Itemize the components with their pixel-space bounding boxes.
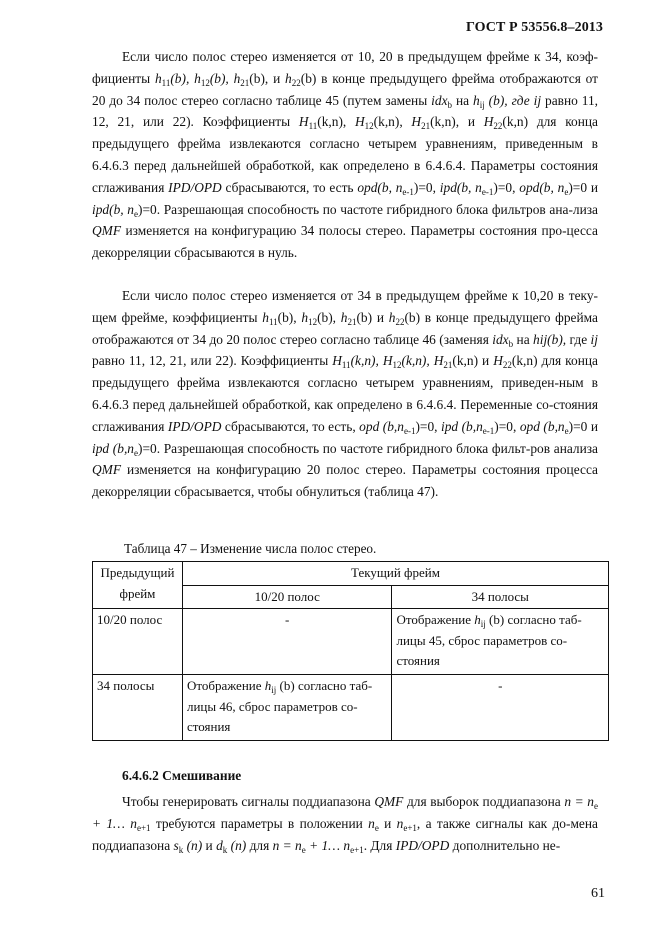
row-label: 34 полосы xyxy=(93,675,183,741)
subscript: b xyxy=(447,99,453,110)
text-run: на xyxy=(513,331,534,347)
text-run: (b), где xyxy=(484,92,534,108)
subscript: e xyxy=(134,447,138,458)
text-run: требуются параметры в положении xyxy=(150,815,369,831)
text-run: )=0, xyxy=(415,418,441,434)
symbol-ipd-opd: IPD/OPD xyxy=(168,179,222,195)
text-run: )=0, xyxy=(493,179,520,195)
table-cell: - xyxy=(182,609,392,675)
symbol-n: n = n xyxy=(272,837,302,853)
symbol-idx: idx xyxy=(431,92,448,108)
symbol-h: h xyxy=(233,70,241,86)
symbol-idx: idx xyxy=(492,331,509,347)
symbol-opd: opd (b,n xyxy=(519,418,565,434)
symbol-n: n = n xyxy=(564,794,594,809)
symbol-ipd: ipd (b,n xyxy=(441,418,483,434)
text-run: Если число полос стерео изменяется от 34 в предыдущем фрейме к 10,20 в теку-щем фрейме, коэффициенты xyxy=(92,288,598,325)
text-run: (b), xyxy=(317,309,341,325)
header-34-bands: 34 полосы xyxy=(392,585,609,609)
text-run: Чтобы генерировать сигналы поддиапазона xyxy=(122,794,375,809)
table-row xyxy=(93,675,609,741)
table-caption: Таблица 47 – Изменение числа полос стерео. xyxy=(124,541,377,556)
page-header: ГОСТ Р 53556.8–2013 xyxy=(465,20,603,35)
text-run: и xyxy=(378,815,397,831)
paragraph-2-text xyxy=(92,285,598,503)
subscript: e xyxy=(301,844,306,855)
symbol-h: h xyxy=(301,309,309,325)
text-run: (b) и xyxy=(356,309,389,325)
subscript: e+1 xyxy=(350,844,364,855)
symbol-H: H xyxy=(433,353,444,369)
symbol-h: h xyxy=(474,612,481,627)
text-run: , а также сигналы как до-мена поддиапазона xyxy=(92,815,598,853)
symbol-ipd: ipd (b,n xyxy=(92,440,134,456)
text-run: изменяется на конфигурацию 34 полосы стерео. Параметры состояния про-цесса декорреляции сбрасываются в нуль. xyxy=(92,223,598,261)
subscript: 12 xyxy=(364,121,374,132)
text-run: (k,n) и xyxy=(452,353,494,369)
symbol-n: (n) xyxy=(227,837,247,853)
paragraph-2 xyxy=(92,285,598,503)
text-run: Если число полос стерео изменяется от 10, 20 в предыдущем фрейме к 34, коэф-фициенты xyxy=(92,49,598,86)
symbol-h: h xyxy=(262,309,269,325)
symbol-opd: opd(b, n xyxy=(519,179,565,195)
text-run: )=0. Разрешающая способность по частоте гибридного блока фильтров ана-лиза xyxy=(137,201,598,217)
text-run: )=0, xyxy=(494,418,520,434)
subscript: e xyxy=(133,208,138,219)
text-run: изменяется на конфигурацию 20 полос стерео. Параметры состояния процесса декорреляции сбрасывается, чтобы обнулиться (таблица 47). xyxy=(92,462,598,500)
symbol-d: d xyxy=(216,837,223,853)
symbol-n: (n) xyxy=(183,837,203,853)
symbol-qmf: QMF xyxy=(374,794,404,809)
symbol-n: + 1… n xyxy=(305,837,351,853)
text-run: (b) согласно таб-лицы 45, сброс параметров со-стояния xyxy=(396,612,582,668)
text-run: (b), и xyxy=(249,70,286,86)
symbol-H: H xyxy=(382,353,393,369)
subscript: 12 xyxy=(392,360,402,371)
symbol-H: H xyxy=(493,353,503,369)
text-run: сбрасываются, то есть xyxy=(221,179,358,195)
symbol-H: H xyxy=(355,114,365,130)
text-run: (k,n), xyxy=(373,114,412,130)
page-number: 61 xyxy=(591,886,605,901)
subscript: 11 xyxy=(268,316,278,327)
subscript: 11 xyxy=(161,77,171,88)
text-run: )=0 и xyxy=(568,418,598,434)
symbol-hij: hij(b), xyxy=(533,331,567,347)
symbol-qmf: QMF xyxy=(92,223,122,239)
section-heading: 6.4.6.2 Смешивание xyxy=(122,768,242,783)
subscript: 22 xyxy=(493,121,503,132)
subscript: ij xyxy=(480,619,486,629)
text-run: )=0. Разрешающая способность по частоте гибридного блока фильт-ров анализа xyxy=(138,440,598,456)
symbol-H: H xyxy=(332,353,342,369)
row-label: 10/20 полос xyxy=(93,609,183,675)
header-prev-frame: Предыдущий фрейм xyxy=(93,562,183,609)
symbol-ipd: ipd(b, n xyxy=(439,179,482,195)
symbol-ipd-opd: IPD/OPD xyxy=(167,418,222,434)
subscript: e xyxy=(594,801,598,811)
text-run: (k,n) для конца предыдущего фрейма извлекаются согласно четырем уравнениям, приведенным в 6.4.6.3 перед дальнейшей обработкой, как определено в 6.4.6.4. Параметры состояния сглаживания xyxy=(92,114,599,195)
symbol-opd: opd(b, n xyxy=(357,179,403,195)
symbol-s: s xyxy=(173,837,179,853)
text-run: )=0, xyxy=(413,179,440,195)
subscript: 21 xyxy=(421,121,431,132)
symbol-h: h xyxy=(473,92,480,108)
stereo-bands-table xyxy=(92,561,609,741)
symbol-ij: ij xyxy=(590,331,598,347)
subscript: e xyxy=(564,186,569,197)
text-run: и xyxy=(202,837,217,853)
subscript: 21 xyxy=(347,316,357,327)
subscript: 21 xyxy=(443,360,453,371)
symbol-ij: ij xyxy=(533,92,542,108)
subscript: 21 xyxy=(240,77,250,88)
text-run: (k,n), xyxy=(350,353,383,369)
symbol-n: + 1… n xyxy=(92,815,137,831)
subscript: 22 xyxy=(502,360,512,371)
subscript: b xyxy=(508,338,514,349)
subscript: k xyxy=(222,844,228,855)
text-run: (b), xyxy=(209,70,234,86)
text-run: (k,n) для конца предыдущего фрейма извлекаются согласно четырем уравнениям, приведен-ным в 6.4.6.3 перед дальнейшей обработкой, как определено в 6.4.6.4. Переменные со-стояния сглаживания xyxy=(92,353,598,434)
paragraph-3 xyxy=(92,791,598,856)
subscript: e+1 xyxy=(136,822,151,833)
text-run: равно 11, 12, 21, или 22). Коэффициенты xyxy=(92,92,599,130)
paragraph-1 xyxy=(92,46,598,264)
text-run: (b), xyxy=(277,309,302,325)
paragraph-3-text xyxy=(92,791,598,856)
table-cell: - xyxy=(392,675,609,741)
text-run: (b) согласно таб-лицы 46, сброс параметров со-стояния xyxy=(186,678,373,734)
text-run: )=0 и xyxy=(568,179,598,195)
symbol-ipd: ipd(b, n xyxy=(92,201,134,217)
subscript: 11 xyxy=(308,121,318,132)
paragraph-1-text xyxy=(92,46,598,264)
text-run: (b) в конце предыдущего фрейма отображаются от 34 до 20 полос стерео согласно таблице 46 (заменяя xyxy=(92,309,598,347)
text-run: дополнительно не- xyxy=(449,837,561,853)
subscript: ij xyxy=(479,99,485,110)
subscript: 22 xyxy=(291,77,301,88)
text-run: (k,n), и xyxy=(430,114,484,130)
text-run: (b) в конце предыдущего фрейма отображаются от 20 до 34 полос стерео согласно таблице 45 (путем замены xyxy=(92,70,599,108)
text-run: . Для xyxy=(363,837,396,853)
symbol-n: n xyxy=(396,815,404,831)
table-row xyxy=(93,609,609,675)
text-run: Отображение xyxy=(396,612,475,627)
text-run: для xyxy=(246,837,273,853)
symbol-n: n xyxy=(368,815,375,831)
header-10-20-bands: 10/20 полос xyxy=(182,585,392,609)
symbol-H: H xyxy=(411,114,422,130)
subscript: 22 xyxy=(395,316,405,327)
header-current-frame: Текущий фрейм xyxy=(182,562,608,586)
subscript: 12 xyxy=(308,316,318,327)
text-run: равно 11, 12, 21, или 22). Коэффициенты xyxy=(92,353,333,369)
text-run: (k,n), xyxy=(401,353,434,369)
subscript: 11 xyxy=(341,360,351,371)
subscript: 12 xyxy=(200,77,210,88)
subscript: e-1 xyxy=(403,425,416,436)
text-run: сбрасываются, то есть, xyxy=(221,418,360,434)
table-cell xyxy=(182,675,392,741)
subscript: e xyxy=(374,822,379,833)
symbol-h: h xyxy=(388,309,396,325)
text-run: Отображение xyxy=(186,678,265,693)
subscript: e xyxy=(564,425,569,436)
text-run: на xyxy=(452,92,474,108)
table-header-row xyxy=(93,562,609,586)
subscript: e-1 xyxy=(481,186,494,197)
text-run: для выборок поддиапазона xyxy=(403,794,565,809)
symbol-h: h xyxy=(340,309,348,325)
subscript: ij xyxy=(271,685,277,695)
text-run: (k,n), xyxy=(317,114,355,130)
symbol-h: h xyxy=(154,70,162,86)
symbol-H: H xyxy=(298,114,309,130)
symbol-h: h xyxy=(285,70,292,86)
table-cell xyxy=(392,609,609,675)
subscript: k xyxy=(178,844,184,855)
symbol-h: h xyxy=(264,678,272,693)
symbol-qmf: QMF xyxy=(92,462,122,478)
subscript: e+1 xyxy=(403,822,417,833)
symbol-H: H xyxy=(483,114,494,130)
symbol-opd: opd (b,n xyxy=(359,418,404,434)
subscript: e-1 xyxy=(482,425,495,436)
subscript: e-1 xyxy=(402,186,414,197)
symbol-ipd-opd: IPD/OPD xyxy=(395,837,450,853)
text-run: (b), xyxy=(170,70,195,86)
text-run: где xyxy=(566,331,591,347)
symbol-h: h xyxy=(194,70,201,86)
